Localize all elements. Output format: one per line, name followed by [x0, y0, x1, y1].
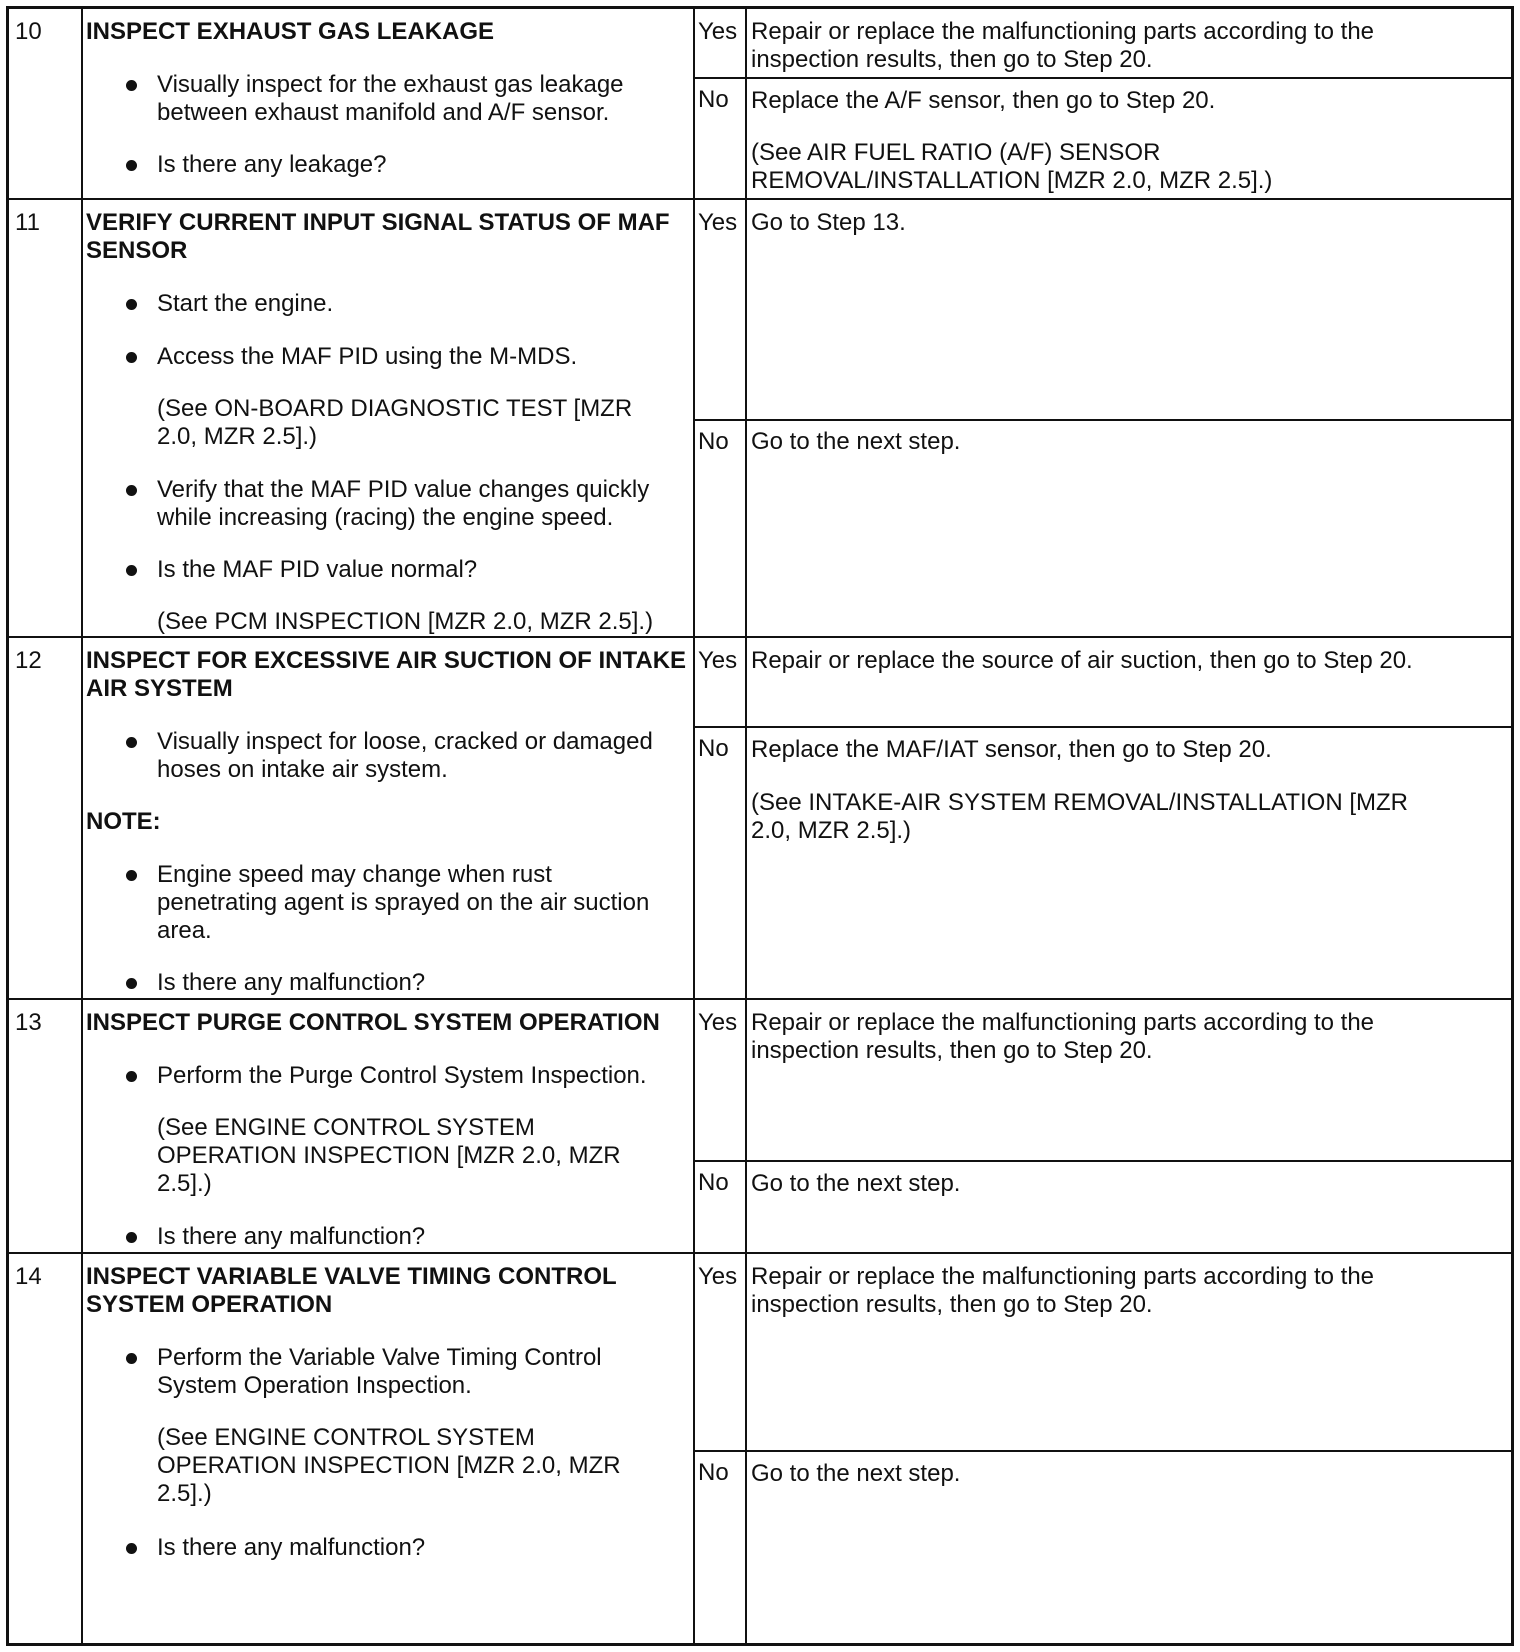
bullet-text: penetrating agent is sprayed on the air suction — [157, 889, 650, 916]
bullet-dot — [126, 160, 137, 171]
column-line-action — [81, 1254, 83, 1643]
step-number: 12 — [15, 647, 42, 674]
column-line-result — [745, 200, 747, 636]
step-row-10 — [9, 9, 1511, 198]
no-result-text: Go to the next step. — [751, 1460, 961, 1487]
no-result-text: Replace the MAF/IAT sensor, then go to Step 20. — [751, 736, 1272, 763]
yes-result-text: Repair or replace the source of air suction, then go to Step 20. — [751, 647, 1413, 674]
yes-label: Yes — [698, 18, 738, 45]
column-line-yes-no — [693, 1254, 695, 1643]
column-line-result — [745, 1254, 747, 1643]
bullet-text: Visually inspect for loose, cracked or damaged — [157, 728, 653, 755]
bullet-text: Perform the Variable Valve Timing Control — [157, 1344, 602, 1371]
yes-label: Yes — [698, 1009, 738, 1036]
bullet-dot — [126, 870, 137, 881]
bullet-text: Start the engine. — [157, 290, 334, 317]
step-title: AIR SYSTEM — [86, 675, 233, 702]
bullet-text: area. — [157, 917, 212, 944]
reference-text: OPERATION INSPECTION [MZR 2.0, MZR — [157, 1452, 621, 1479]
yes-label: Yes — [698, 209, 738, 236]
step-title: INSPECT FOR EXCESSIVE AIR SUCTION OF INTAKE — [86, 647, 687, 674]
step-row-13 — [9, 998, 1511, 1252]
no-label: No — [698, 428, 729, 455]
no-result-text: Replace the A/F sensor, then go to Step 20. — [751, 87, 1216, 114]
step-number: 10 — [15, 18, 42, 45]
yes-no-divider — [693, 726, 1511, 728]
bullet-dot — [126, 1353, 137, 1364]
yes-result-text: inspection results, then go to Step 20. — [751, 46, 1153, 73]
no-label: No — [698, 86, 729, 113]
bullet-text: between exhaust manifold and A/F sensor. — [157, 99, 610, 126]
bullet-text: Is there any malfunction? — [157, 969, 426, 996]
step-title: VERIFY CURRENT INPUT SIGNAL STATUS OF MAF — [86, 209, 670, 236]
bullet-dot — [126, 299, 137, 310]
yes-label: Yes — [698, 647, 738, 674]
bullet-dot — [126, 1543, 137, 1554]
column-line-result — [745, 9, 747, 198]
step-number: 11 — [15, 209, 40, 236]
column-line-action — [81, 638, 83, 998]
column-line-action — [81, 9, 83, 198]
reference-text: (See ENGINE CONTROL SYSTEM — [157, 1424, 535, 1451]
yes-label: Yes — [698, 1263, 738, 1290]
bullet-dot — [126, 565, 137, 576]
bullet-text: Is the MAF PID value normal? — [157, 556, 478, 583]
column-line-yes-no — [693, 1000, 695, 1252]
step-row-11 — [9, 198, 1511, 636]
bullet-text: Perform the Purge Control System Inspection. — [157, 1062, 647, 1089]
bullet-text: System Operation Inspection. — [157, 1372, 472, 1399]
no-reference-text: (See AIR FUEL RATIO (A/F) SENSOR — [751, 139, 1161, 166]
bullet-text: Is there any leakage? — [157, 151, 387, 178]
step-row-12 — [9, 636, 1511, 998]
reference-text: (See ENGINE CONTROL SYSTEM — [157, 1114, 535, 1141]
step-title: INSPECT EXHAUST GAS LEAKAGE — [86, 18, 495, 45]
bullet-text: while increasing (racing) the engine speed. — [157, 504, 614, 531]
step-row-14 — [9, 1252, 1511, 1643]
reference-text: OPERATION INSPECTION [MZR 2.0, MZR — [157, 1142, 621, 1169]
column-line-yes-no — [693, 9, 695, 198]
column-line-action — [81, 200, 83, 636]
yes-result-text: Repair or replace the malfunctioning parts according to the — [751, 1009, 1375, 1036]
step-title: INSPECT VARIABLE VALVE TIMING CONTROL — [86, 1263, 617, 1290]
yes-result-text: Repair or replace the malfunctioning parts according to the — [751, 1263, 1375, 1290]
bullet-dot — [126, 485, 137, 496]
yes-result-text: Repair or replace the malfunctioning parts according to the — [751, 18, 1375, 45]
bullet-dot — [126, 1232, 137, 1243]
bullet-dot — [126, 352, 137, 363]
bullet-text: Is there any malfunction? — [157, 1223, 426, 1250]
column-line-result — [745, 638, 747, 998]
bullet-text: Engine speed may change when rust — [157, 861, 552, 888]
no-reference-text: 2.0, MZR 2.5].) — [751, 817, 912, 844]
step-title: INSPECT PURGE CONTROL SYSTEM OPERATION — [86, 1009, 660, 1036]
note-heading: NOTE: — [86, 808, 161, 835]
bullet-text: Is there any malfunction? — [157, 1534, 426, 1561]
yes-no-divider — [693, 419, 1511, 421]
bullet-dot — [126, 737, 137, 748]
bullet-text: Access the MAF PID using the M-MDS. — [157, 343, 578, 370]
reference-text: 2.5].) — [157, 1170, 212, 1197]
step-number: 13 — [15, 1009, 42, 1036]
bullet-dot — [126, 1071, 137, 1082]
no-reference-text: REMOVAL/INSTALLATION [MZR 2.0, MZR 2.5].) — [751, 167, 1273, 194]
bullet-dot — [126, 80, 137, 91]
yes-result-text: Go to Step 13. — [751, 209, 906, 236]
no-result-text: Go to the next step. — [751, 428, 961, 455]
no-reference-text: (See INTAKE-AIR SYSTEM REMOVAL/INSTALLATION [MZR — [751, 789, 1408, 816]
no-label: No — [698, 735, 729, 762]
column-line-yes-no — [693, 638, 695, 998]
column-line-result — [745, 1000, 747, 1252]
diagnostic-table — [6, 6, 1514, 1646]
step-number: 14 — [15, 1263, 42, 1290]
reference-text: (See PCM INSPECTION [MZR 2.0, MZR 2.5].) — [157, 608, 654, 635]
yes-no-divider — [693, 77, 1511, 79]
yes-no-divider — [693, 1450, 1511, 1452]
no-result-text: Go to the next step. — [751, 1170, 961, 1197]
reference-text: (See ON-BOARD DIAGNOSTIC TEST [MZR — [157, 395, 633, 422]
bullet-text: Visually inspect for the exhaust gas leakage — [157, 71, 624, 98]
step-title: SENSOR — [86, 237, 188, 264]
bullet-text: hoses on intake air system. — [157, 756, 448, 783]
yes-result-text: inspection results, then go to Step 20. — [751, 1291, 1153, 1318]
column-line-action — [81, 1000, 83, 1252]
no-label: No — [698, 1459, 729, 1486]
yes-result-text: inspection results, then go to Step 20. — [751, 1037, 1153, 1064]
bullet-text: Verify that the MAF PID value changes quickly — [157, 476, 650, 503]
yes-no-divider — [693, 1160, 1511, 1162]
reference-text: 2.0, MZR 2.5].) — [157, 423, 318, 450]
reference-text: 2.5].) — [157, 1480, 212, 1507]
step-title: SYSTEM OPERATION — [86, 1291, 333, 1318]
no-label: No — [698, 1169, 729, 1196]
column-line-yes-no — [693, 200, 695, 636]
bullet-dot — [126, 978, 137, 989]
